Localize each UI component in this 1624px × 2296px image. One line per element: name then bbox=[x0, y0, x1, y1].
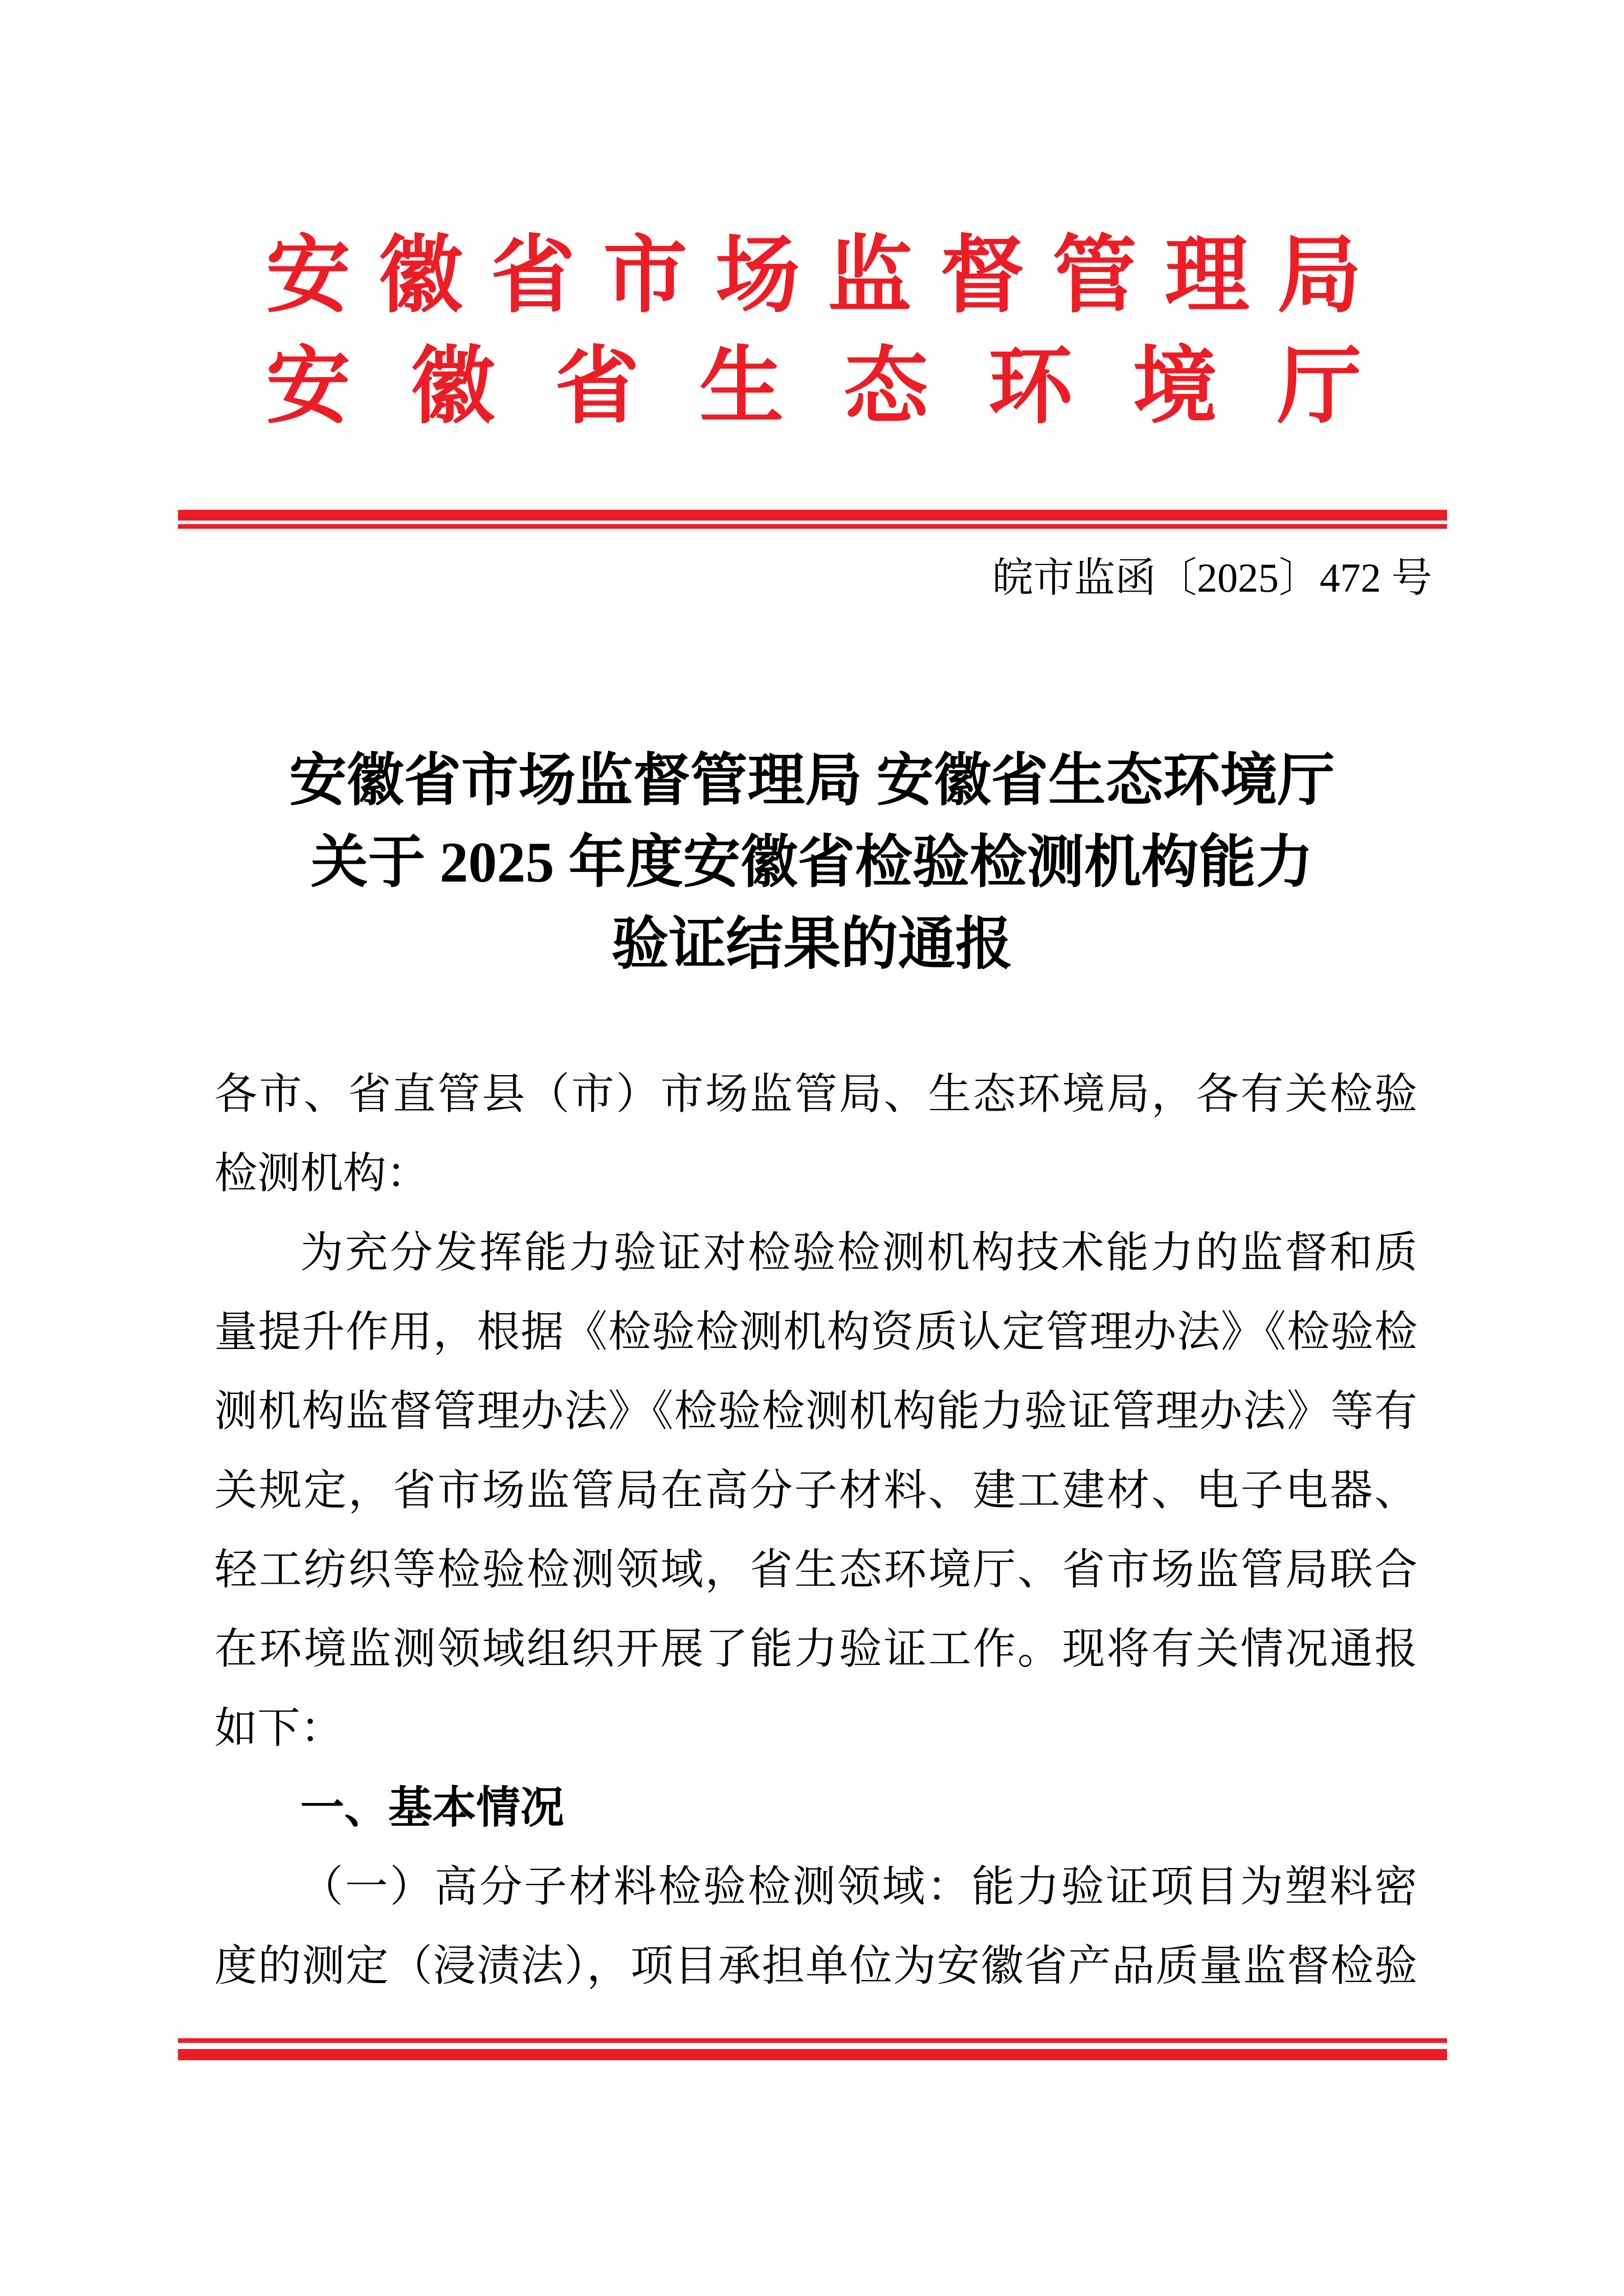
agency-name-char: 态 bbox=[843, 340, 928, 434]
footer-rule-thick bbox=[178, 2049, 1447, 2060]
agency-name-char: 市 bbox=[603, 229, 687, 323]
body-line: 测机构监督管理办法》《检验检测机构能力验证管理办法》等有 bbox=[214, 1388, 1417, 1435]
body-line: 度的测定（浸渍法），项目承担单位为安徽省产品质量监督检验 bbox=[214, 1943, 1417, 1990]
body-line: 为充分发挥能力验证对检验检测机构技术能力的监督和质 bbox=[300, 1229, 1417, 1277]
agency-name-char: 厅 bbox=[1277, 340, 1362, 434]
header-rule-thick bbox=[178, 510, 1447, 521]
header-rule-thin bbox=[178, 524, 1447, 529]
agency-name-char: 局 bbox=[1277, 229, 1362, 323]
footer-rule-thin bbox=[178, 2038, 1447, 2043]
body-line: 轻工纺织等检验检测领域，省生态环境厅、省市场监管局联合 bbox=[214, 1546, 1417, 1594]
section-heading: 一、基本情况 bbox=[300, 1783, 564, 1832]
body-line: 在环境监测领域组织开展了能力验证工作。现将有关情况通报 bbox=[214, 1626, 1417, 1673]
document-number: 皖市监函〔2025〕472 号 bbox=[992, 556, 1432, 601]
agency-name-char: 督 bbox=[940, 229, 1025, 323]
agency-name-char: 环 bbox=[988, 340, 1073, 434]
agency-name-char: 管 bbox=[1052, 229, 1137, 323]
title-line: 验证结果的通报 bbox=[611, 913, 1013, 976]
agency-name-char: 省 bbox=[491, 229, 575, 323]
body-line: 检测机构： bbox=[214, 1150, 430, 1198]
agency-name-line-2 bbox=[266, 340, 1362, 434]
document-title bbox=[179, 740, 1445, 985]
agency-name-char: 境 bbox=[1132, 340, 1217, 434]
title-line: 安徽省市场监督管理局 安徽省生态环境厅 bbox=[289, 749, 1335, 813]
agency-name-char: 安 bbox=[266, 340, 350, 434]
agency-name-line-1 bbox=[266, 229, 1362, 323]
agency-name-char: 场 bbox=[715, 229, 800, 323]
body-line: 如下： bbox=[214, 1705, 344, 1752]
agency-name-char: 安 bbox=[266, 229, 350, 323]
body-text bbox=[214, 1055, 1417, 2006]
agency-name-char: 监 bbox=[828, 229, 913, 323]
agency-name-char: 理 bbox=[1165, 229, 1250, 323]
body-line: 关规定，省市场监管局在高分子材料、建工建材、电子电器、 bbox=[214, 1467, 1417, 1515]
agency-name-char: 生 bbox=[699, 340, 784, 434]
agency-name-char: 徽 bbox=[410, 340, 495, 434]
agency-name-char: 徽 bbox=[378, 229, 463, 323]
title-line: 关于 2025 年度安徽省检验检测机构能力 bbox=[310, 831, 1314, 894]
agency-name-char: 省 bbox=[554, 340, 639, 434]
body-line: 各市、省直管县（市）市场监管局、生态环境局，各有关检验 bbox=[214, 1071, 1417, 1118]
body-line: （一）高分子材料检验检测领域：能力验证项目为塑料密 bbox=[300, 1863, 1417, 1911]
body-line: 量提升作用，根据《检验检测机构资质认定管理办法》《检验检 bbox=[214, 1309, 1417, 1356]
